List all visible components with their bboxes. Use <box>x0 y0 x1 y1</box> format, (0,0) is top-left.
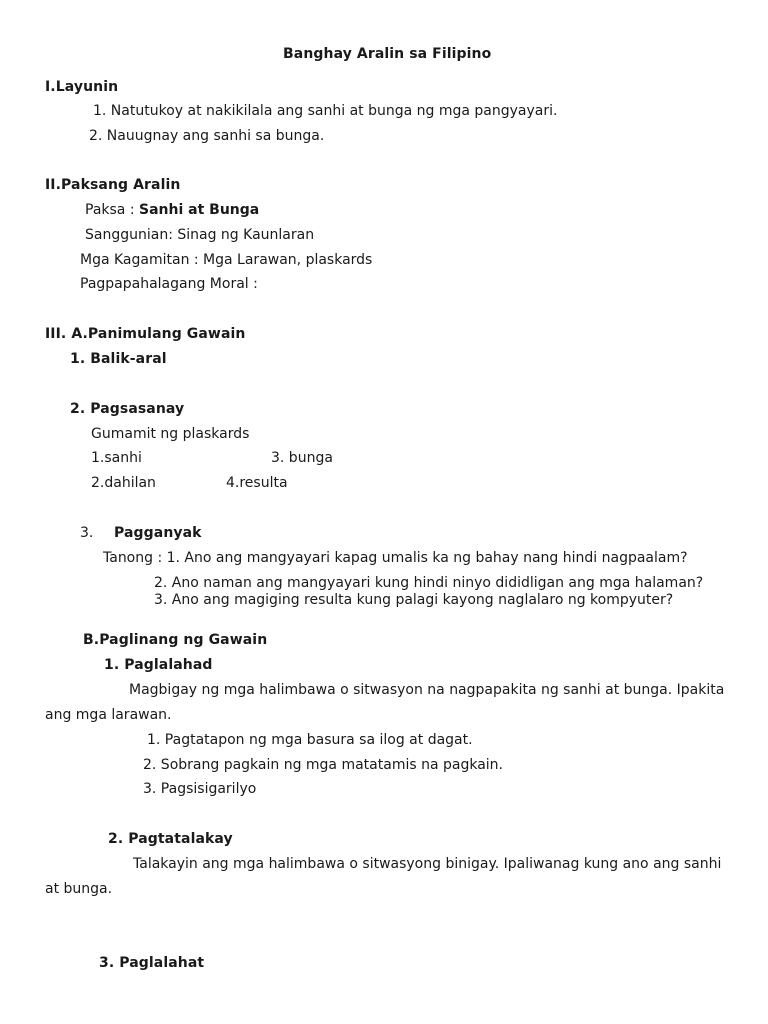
tanong-item-1: Tanong : 1. Ano ang mangyayari kapag umalis ka ng bahay nang hindi nagpaalam? <box>103 550 688 566</box>
flashcard-word-4: 4.resulta <box>226 475 288 491</box>
section-1-heading: I.Layunin <box>45 79 119 95</box>
pagtatalakay-text-line-2: at bunga. <box>45 881 113 897</box>
pagtatalakay-heading: 2. Pagtatalakay <box>108 831 233 847</box>
pagtatalakay-text-line-1: Talakayin ang mga halimbawa o sitwasyong binigay. Ipaliwanag kung ano ang sanhi <box>133 856 722 872</box>
paglalahad-heading: 1. Paglalahad <box>104 657 213 673</box>
paksa-value: Sanhi at Bunga <box>139 202 260 218</box>
paksa-line <box>85 202 259 219</box>
example-item-1: 1. Pagtatapon ng mga basura sa ilog at dagat. <box>147 732 473 748</box>
balik-aral-heading: 1. Balik-aral <box>70 351 167 367</box>
section-2-heading: II.Paksang Aralin <box>45 177 181 193</box>
objective-item-1: 1. Natutukoy at nakikilala ang sanhi at bunga ng mga pangyayari. <box>93 103 558 119</box>
sanggunian-line: Sanggunian: Sinag ng Kaunlaran <box>85 227 315 243</box>
flashcard-word-1: 1.sanhi <box>91 450 142 466</box>
paglalahat-heading: 3. Paglalahat <box>99 955 205 971</box>
paglalahad-text-line-1: Magbigay ng mga halimbawa o sitwasyon na nagpapakita ng sanhi at bunga. Ipakita <box>129 682 725 698</box>
page-title: Banghay Aralin sa Filipino <box>283 46 492 62</box>
section-3-heading: III. A.Panimulang Gawain <box>45 326 246 342</box>
tanong-item-2: 2. Ano naman ang mangyayari kung hindi ninyo dididligan ang mga halaman? <box>154 575 704 591</box>
flashcard-word-2: 2.dahilan <box>91 475 156 491</box>
flashcard-word-3: 3. bunga <box>271 450 333 466</box>
example-item-3: 3. Pagsisigarilyo <box>143 781 257 797</box>
pagganyak-heading: Pagganyak <box>114 525 202 541</box>
section-b-heading: B.Paglinang ng Gawain <box>83 632 268 648</box>
moral-line: Pagpapahalagang Moral : <box>80 276 258 292</box>
paksa-label: Paksa : <box>85 202 139 218</box>
paglalahad-text-line-2: ang mga larawan. <box>45 707 172 723</box>
pagsasanay-heading: 2. Pagsasanay <box>70 401 185 417</box>
pagganyak-number: 3. <box>80 525 94 541</box>
example-item-2: 2. Sobrang pagkain ng mga matatamis na pagkain. <box>143 757 503 773</box>
objective-item-2: 2. Nauugnay ang sanhi sa bunga. <box>89 128 325 144</box>
tanong-item-3: 3. Ano ang magiging resulta kung palagi kayong naglalaro ng kompyuter? <box>154 592 674 608</box>
kagamitan-line: Mga Kagamitan : Mga Larawan, plaskards <box>80 252 373 268</box>
gumamit-line: Gumamit ng plaskards <box>91 426 250 442</box>
